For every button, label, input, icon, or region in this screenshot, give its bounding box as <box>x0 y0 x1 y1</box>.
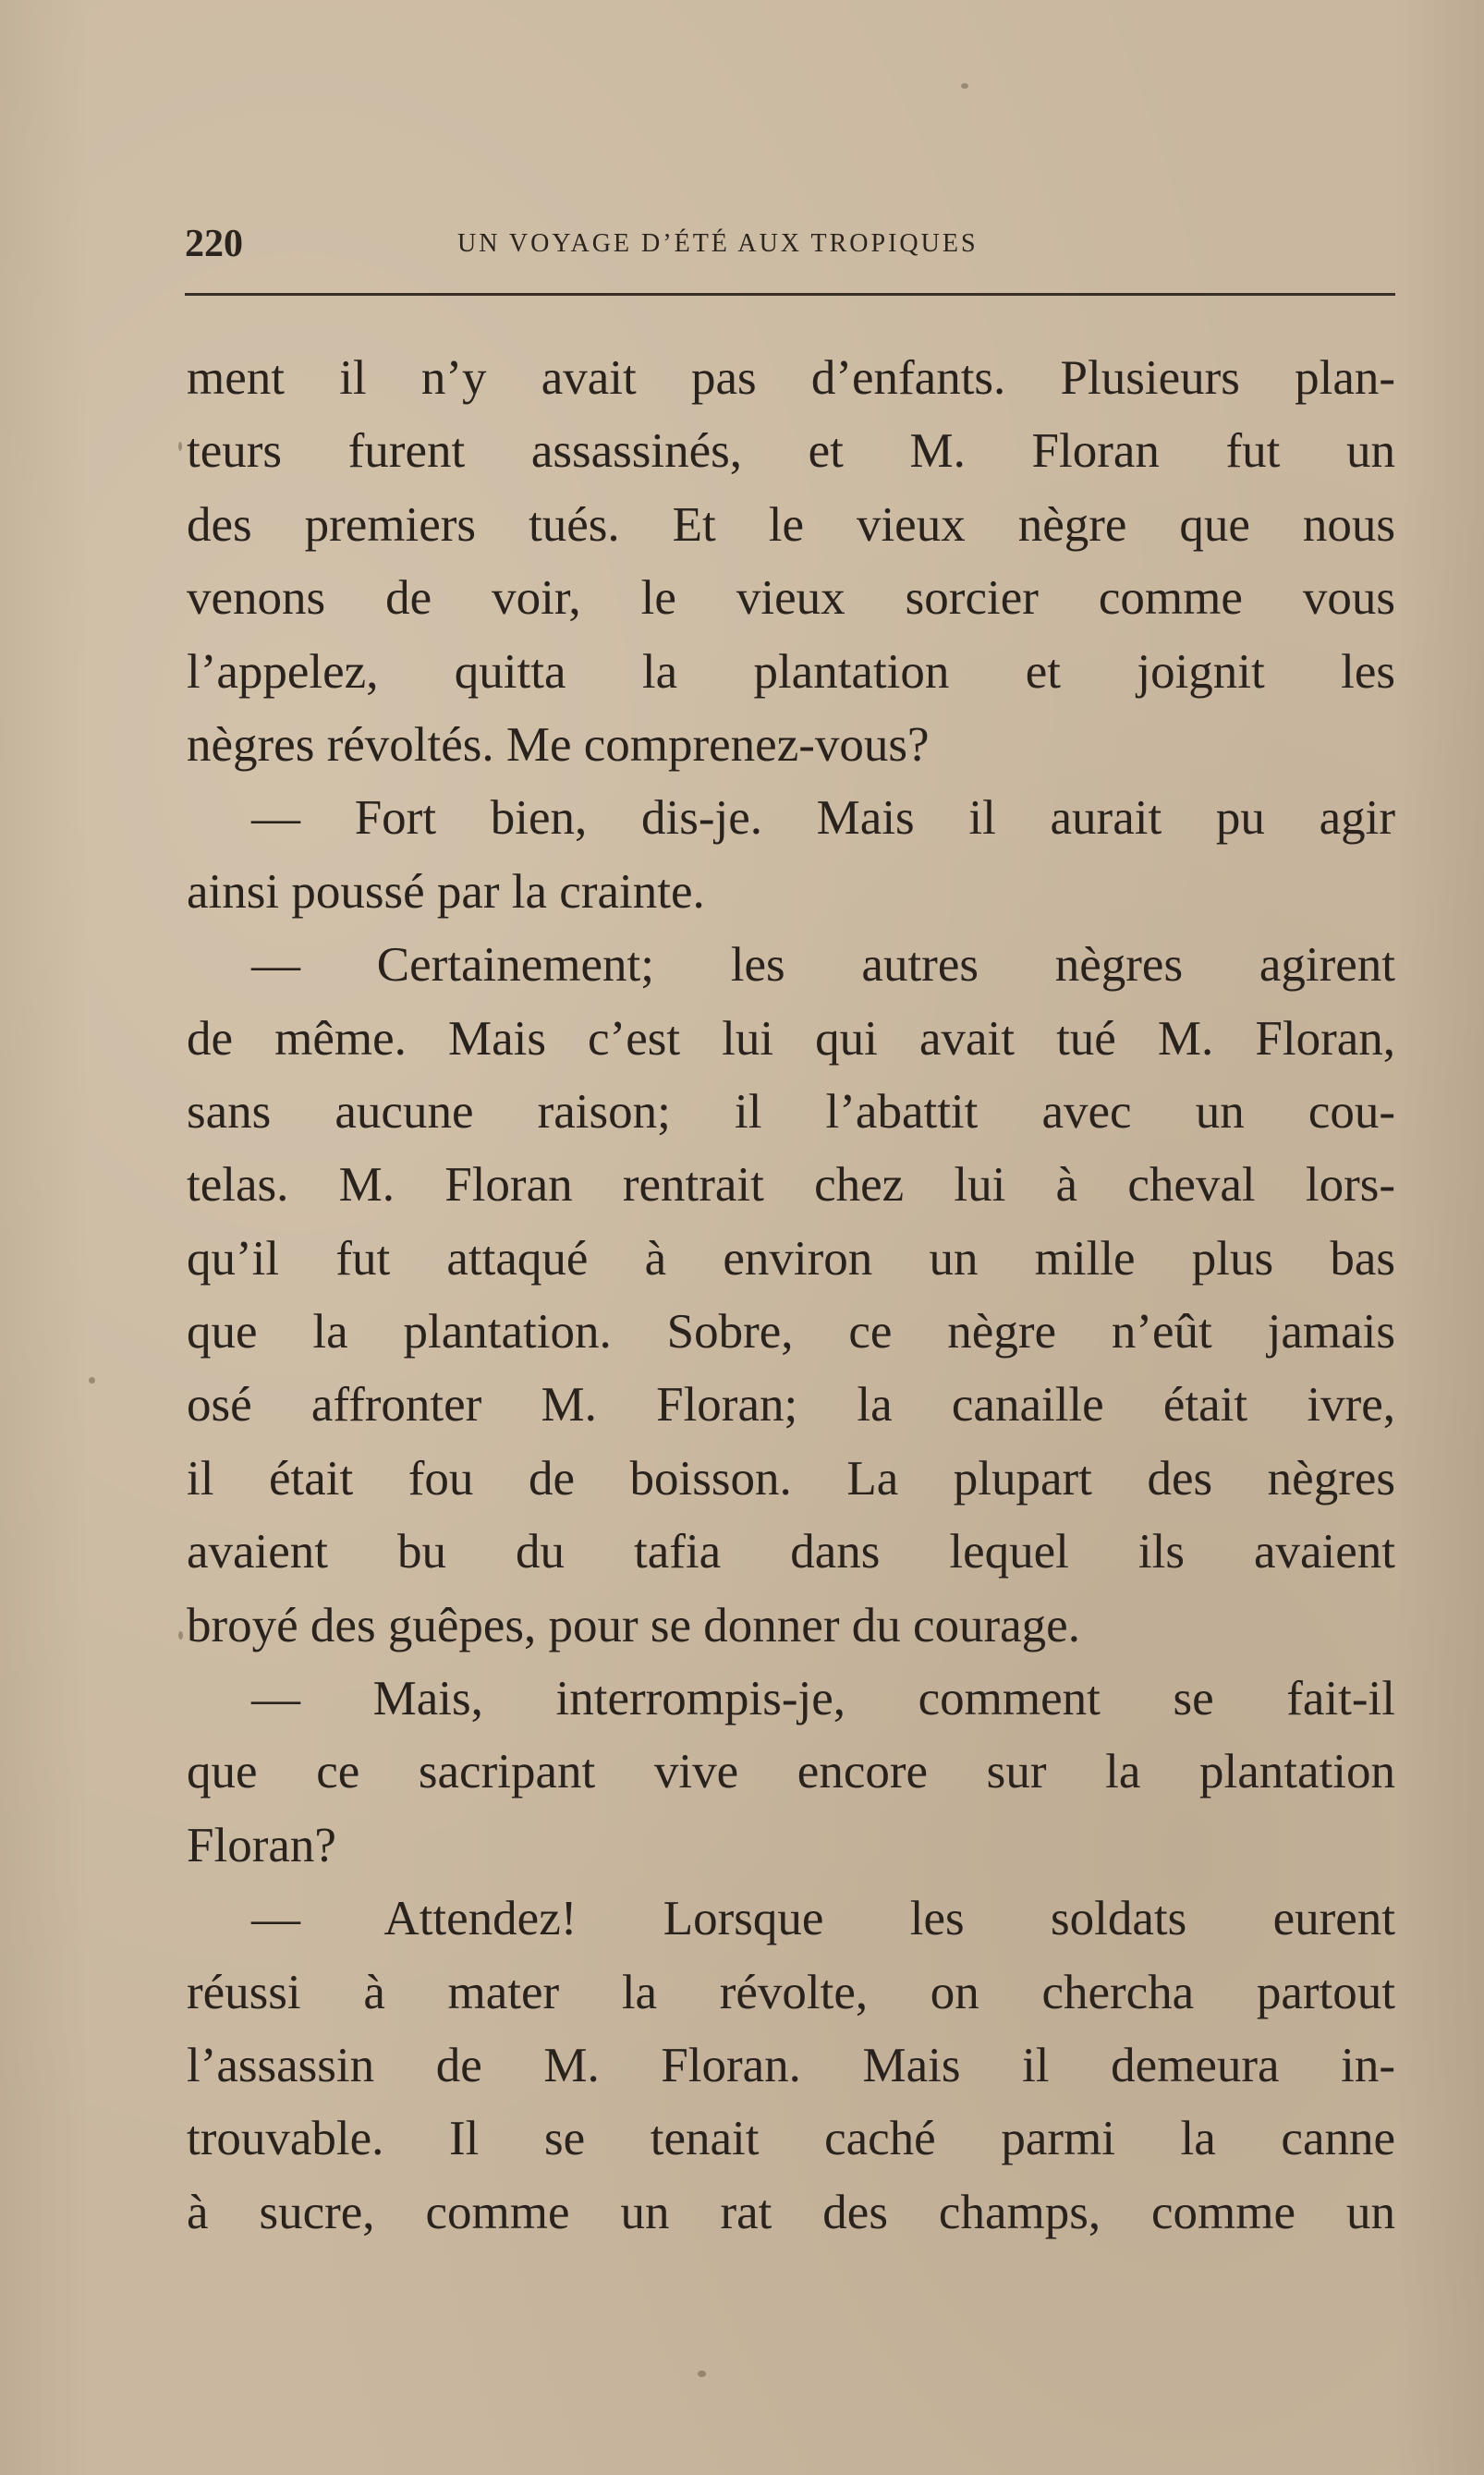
paper-speck <box>961 83 968 89</box>
text-line: il était fou de boisson. La plupart des nègres <box>187 1451 1395 1506</box>
text-line: à sucre, comme un rat des champs, comme un <box>187 2185 1395 2239</box>
running-title: UN VOYAGE D’ÉTÉ AUX TROPIQUES <box>457 229 979 258</box>
text-line: broyé des guêpes, pour se donner du courage. <box>187 1598 1080 1652</box>
text-line: ainsi poussé par la crainte. <box>187 864 705 919</box>
paper-speck <box>698 2371 706 2377</box>
body-text <box>187 342 1395 2249</box>
text-line: — Mais, interrompis-je, comment se fait-il <box>251 1672 1395 1726</box>
text-line: — Attendez! Lorsque les soldats eurent <box>251 1892 1395 1946</box>
text-line: sans aucune raison; il l’abattit avec un cou- <box>187 1084 1395 1139</box>
header-rule <box>185 293 1395 296</box>
text-line: qu’il fut attaqué à environ un mille plus bas <box>187 1231 1395 1286</box>
text-line: — Fort bien, dis-je. Mais il aurait pu agir <box>251 791 1395 846</box>
text-line: que la plantation. Sobre, ce nègre n’eût jamais <box>187 1305 1395 1359</box>
page-number: 220 <box>185 223 243 265</box>
text-line: réussi à mater la révolte, on chercha partout <box>187 1965 1395 2019</box>
paper-speck <box>178 1631 183 1640</box>
text-line: que ce sacripant vive encore sur la plantation <box>187 1745 1395 1799</box>
paper-speck <box>89 1377 95 1384</box>
paper-speck <box>178 442 182 451</box>
text-line: — Certainement; les autres nègres agirent <box>251 938 1395 993</box>
text-line: trouvable. Il se tenait caché parmi la canne <box>187 2112 1395 2166</box>
text-line: telas. M. Floran rentrait chez lui à cheval lors- <box>187 1158 1395 1213</box>
text-line: l’appelez, quitta la plantation et joignit les <box>187 644 1395 699</box>
text-line: avaient bu du tafia dans lequel ils avaient <box>187 1525 1395 1579</box>
text-line: nègres révoltés. Me comprenez-vous? <box>187 717 930 772</box>
text-line: Floran? <box>187 1818 336 1872</box>
text-line: de même. Mais c’est lui qui avait tué M. Floran, <box>187 1011 1395 1066</box>
text-line: venons de voir, le vieux sorcier comme vous <box>187 571 1395 626</box>
text-line: osé affronter M. Floran; la canaille était ivre, <box>187 1378 1395 1433</box>
text-line: l’assassin de M. Floran. Mais il demeura in- <box>187 2038 1395 2092</box>
text-line: teurs furent assassinés, et M. Floran fut un <box>187 424 1395 479</box>
page-header <box>185 222 1395 277</box>
text-line: des premiers tués. Et le vieux nègre que nous <box>187 497 1395 552</box>
text-line: ment il n’y avait pas d’enfants. Plusieurs plan- <box>187 351 1395 405</box>
